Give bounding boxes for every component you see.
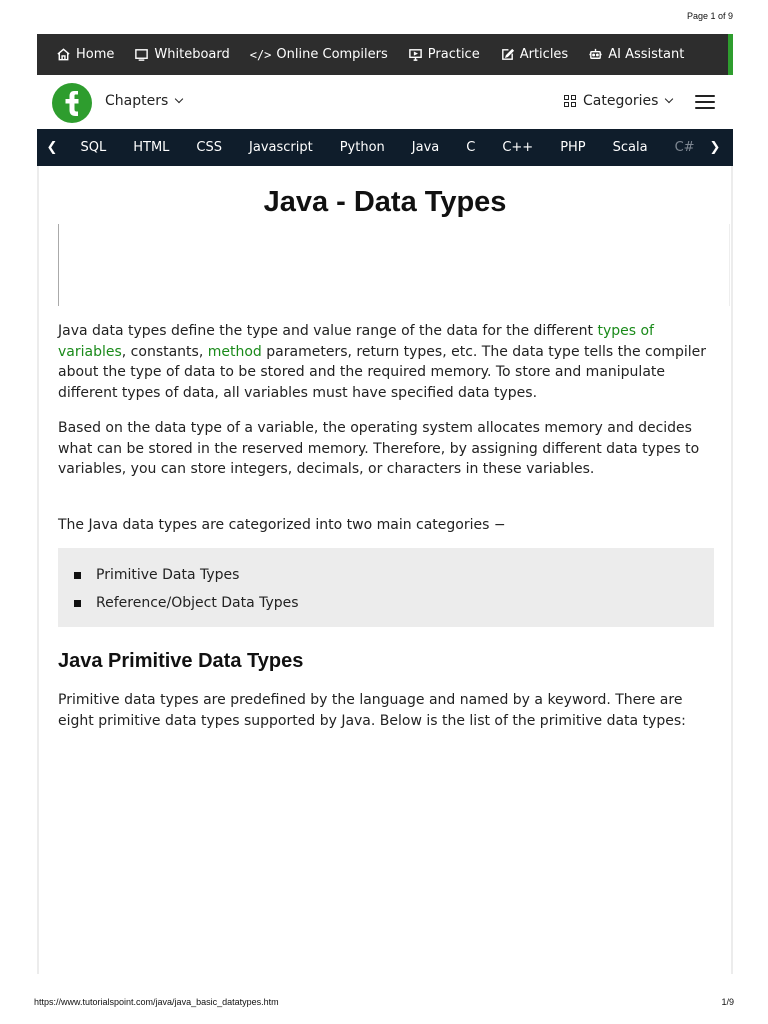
scroll-right-icon[interactable]: ❯ bbox=[705, 140, 725, 155]
chevron-down-icon bbox=[175, 95, 183, 103]
ad-placeholder bbox=[58, 224, 730, 306]
nav-home[interactable] bbox=[37, 34, 124, 75]
nav-ai-assistant-label: AI Assistant bbox=[608, 47, 685, 62]
lang-python[interactable]: Python bbox=[339, 140, 385, 155]
nav-practice[interactable] bbox=[398, 34, 490, 75]
whiteboard-icon bbox=[134, 47, 149, 62]
nav-whiteboard[interactable] bbox=[124, 34, 239, 75]
lang-javascript[interactable]: Javascript bbox=[249, 140, 313, 155]
nav-articles-label: Articles bbox=[519, 47, 569, 62]
page-title: Java - Data Types bbox=[263, 186, 507, 218]
robot-icon bbox=[588, 47, 603, 62]
site-header bbox=[37, 75, 733, 129]
category-list bbox=[58, 548, 714, 627]
nav-online-compilers-label: Online Compilers bbox=[276, 47, 388, 62]
monitor-icon bbox=[408, 47, 423, 62]
lang-csharp[interactable]: C# bbox=[674, 140, 695, 155]
lang-cpp[interactable]: C++ bbox=[502, 140, 534, 155]
section-heading: Java Primitive Data Types bbox=[58, 650, 304, 672]
chapters-label: Chapters bbox=[105, 93, 169, 109]
code-icon: </> bbox=[249, 47, 272, 62]
categories-label: Categories bbox=[583, 93, 659, 109]
lang-java[interactable]: Java bbox=[411, 140, 440, 155]
lang-css[interactable]: CSS bbox=[196, 140, 223, 155]
categories-intro: The Java data types are categorized into two main categories − bbox=[58, 517, 506, 533]
logo-mark-icon bbox=[52, 83, 92, 123]
chevron-down-icon bbox=[665, 95, 673, 103]
lang-sql[interactable]: SQL bbox=[80, 140, 107, 155]
home-icon bbox=[56, 47, 71, 62]
pdf-footer-url: https://www.tutorialspoint.com/java/java_basic_datatypes.htm bbox=[34, 997, 279, 1007]
tutorialspoint-logo[interactable] bbox=[52, 83, 92, 123]
nav-practice-label: Practice bbox=[427, 47, 480, 62]
menu-icon[interactable] bbox=[695, 95, 715, 109]
intro-paragraph bbox=[58, 321, 718, 403]
pdf-footer-page: 1/9 bbox=[721, 997, 734, 1007]
method-link[interactable]: method bbox=[207, 343, 262, 360]
scroll-left-icon[interactable]: ❮ bbox=[46, 140, 58, 155]
list-item-label: Reference/Object Data Types bbox=[96, 595, 299, 611]
intro-text-1: Java data types define the type and value range of the data for the different bbox=[58, 323, 598, 339]
top-navigation bbox=[37, 34, 733, 75]
edit-icon bbox=[500, 47, 515, 62]
types-of-variables-link[interactable]: types of variables bbox=[58, 323, 654, 360]
lang-scala[interactable]: Scala bbox=[612, 140, 648, 155]
memory-paragraph: Based on the data type of a variable, the operating system allocates memory and decides what can be stored in the reserved memory. Therefore, by assigning different data types to variables, you can store integers, decimals, or characters in these variables. bbox=[58, 420, 700, 477]
nav-articles[interactable] bbox=[490, 34, 578, 75]
intro-text-2: , constants, bbox=[121, 343, 208, 360]
lang-html[interactable]: HTML bbox=[133, 140, 170, 155]
list-item bbox=[74, 561, 714, 589]
article-content bbox=[37, 166, 733, 974]
bullet-icon bbox=[74, 572, 81, 579]
language-bar bbox=[37, 129, 733, 166]
pdf-page-indicator: Page 1 of 9 bbox=[686, 11, 733, 21]
nav-ai-assistant[interactable] bbox=[578, 34, 694, 75]
nav-online-compilers[interactable] bbox=[240, 34, 398, 75]
lang-c[interactable]: C bbox=[466, 140, 476, 155]
nav-home-label: Home bbox=[76, 47, 115, 62]
lang-php[interactable]: PHP bbox=[560, 140, 586, 155]
nav-whiteboard-label: Whiteboard bbox=[154, 47, 230, 62]
bullet-icon bbox=[74, 600, 81, 607]
categories-dropdown[interactable] bbox=[564, 93, 672, 109]
list-item-label: Primitive Data Types bbox=[96, 567, 240, 583]
intro-text-3: parameters, return types, etc. The data type tells the compiler about the type of data to be stored and the required memory. To store and manipulate different types of data, all variables must have specified data types. bbox=[58, 343, 706, 401]
primitive-paragraph: Primitive data types are predefined by the language and named by a keyword. There are eight primitive data types supported by Java. Below is the list of the primitive data types: bbox=[58, 692, 686, 729]
grid-icon bbox=[564, 95, 576, 107]
chapters-dropdown[interactable] bbox=[105, 93, 182, 109]
nav-accent-edge bbox=[728, 34, 733, 75]
nav-fade-overlay bbox=[688, 34, 728, 75]
list-item bbox=[74, 589, 714, 617]
